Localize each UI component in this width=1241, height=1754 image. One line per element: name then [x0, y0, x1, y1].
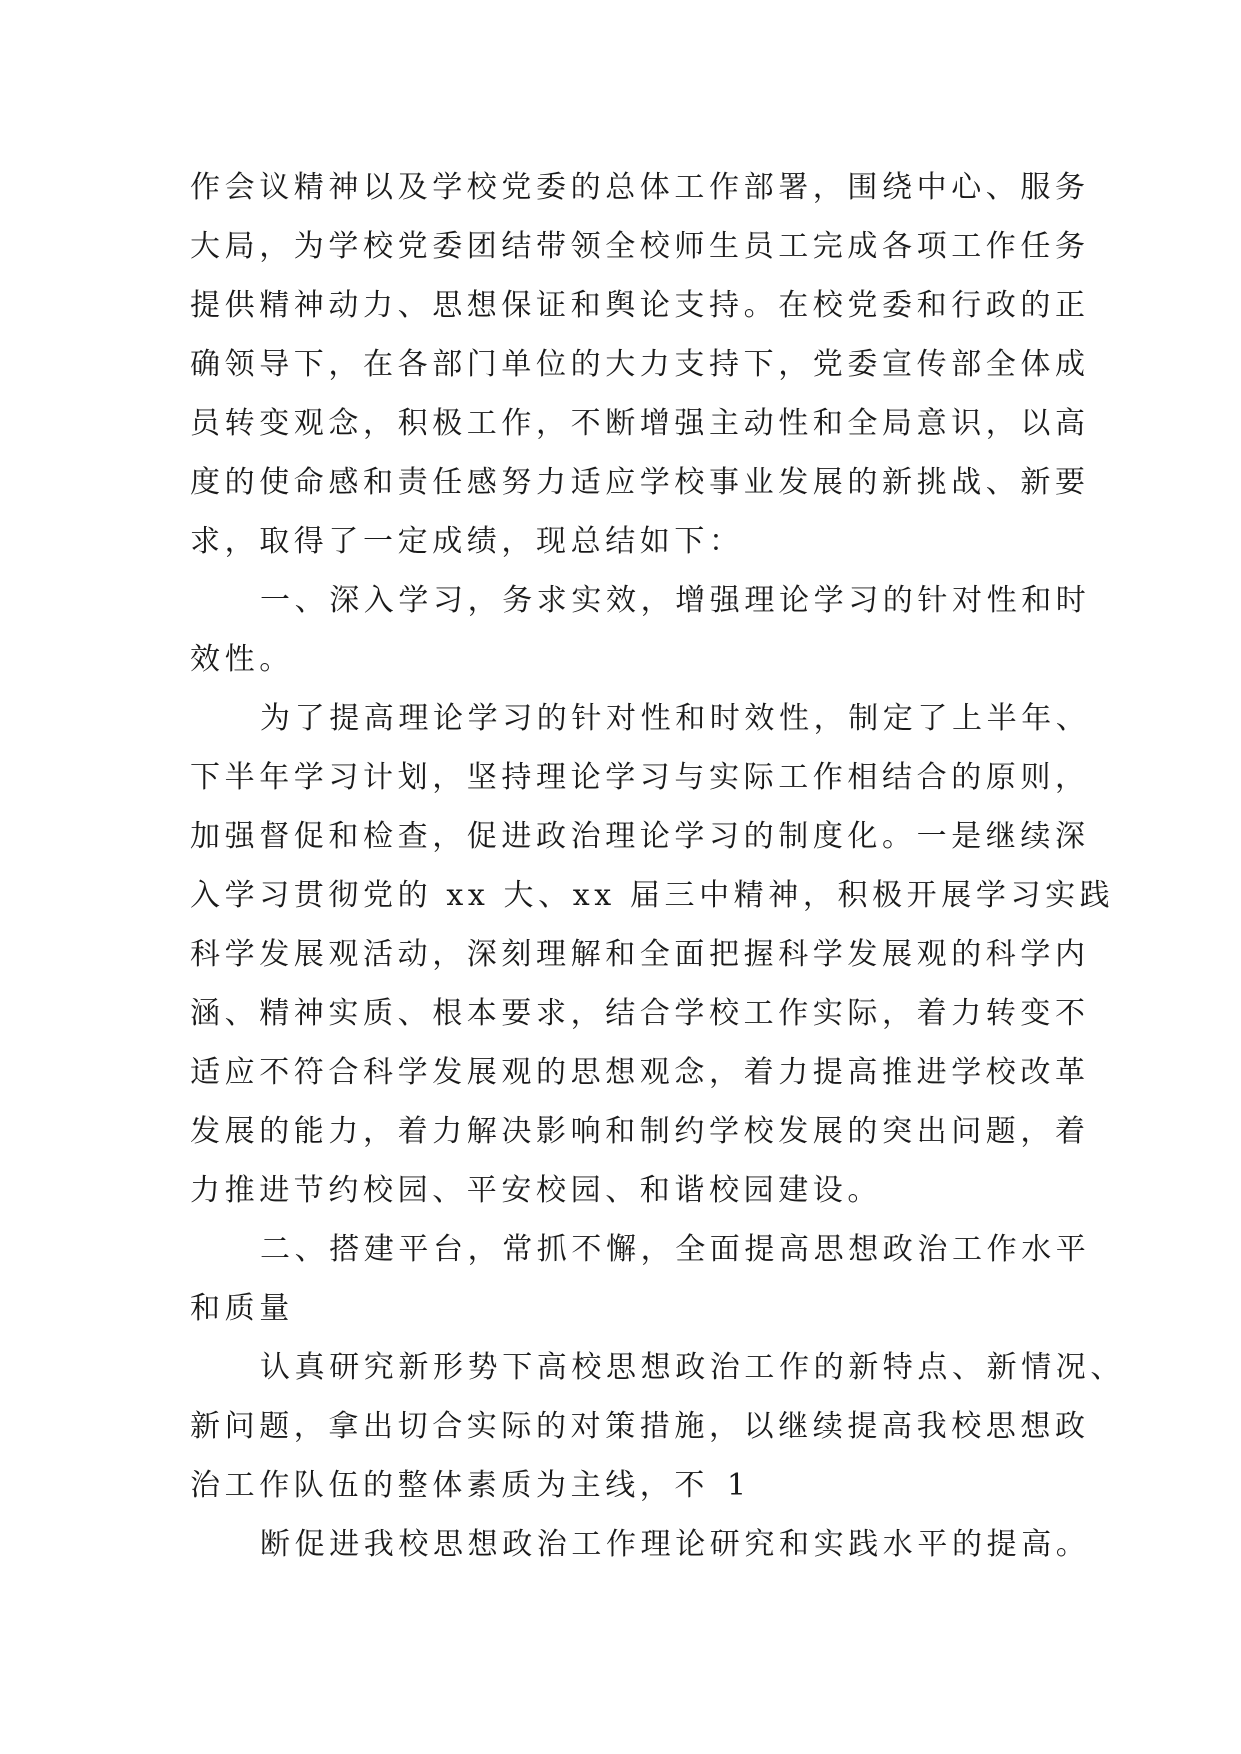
text-line: 科学发展观活动，深刻理解和全面把握科学发展观的科学内 [190, 937, 1090, 972]
text-line: 入学习贯彻党的 xx 大、xx 届三中精神，积极开展学习实践 [190, 878, 1115, 913]
section-heading-1-cont: 效性。 [190, 642, 294, 677]
section-heading-1: 一、深入学习，务求实效，增强理论学习的针对性和时 [260, 583, 1091, 618]
document-body [190, 158, 1125, 1574]
text-line: 加强督促和检查，促进政治理论学习的制度化。一是继续深 [190, 819, 1090, 854]
paragraph-start: 为了提高理论学习的针对性和时效性，制定了上半年、 [260, 701, 1091, 736]
text-line: 提供精神动力、思想保证和舆论支持。在校党委和行政的正 [190, 288, 1090, 323]
text-line: 确领导下，在各部门单位的大力支持下，党委宣传部全体成 [190, 347, 1090, 382]
text-line: 下半年学习计划，坚持理论学习与实际工作相结合的原则， [190, 760, 1090, 795]
paragraph-start: 断促进我校思想政治工作理论研究和实践水平的提高。 [260, 1527, 1091, 1562]
text-line: 涵、精神实质、根本要求，结合学校工作实际，着力转变不 [190, 996, 1090, 1031]
text-line-fragment: 治工作队伍的整体素质为主线，不 [190, 1468, 709, 1503]
paragraph-start: 认真研究新形势下高校思想政治工作的新特点、新情况、 [260, 1350, 1125, 1385]
text-line: 求，取得了一定成绩，现总结如下： [190, 524, 744, 559]
text-line-with-page-number [190, 1456, 1070, 1515]
text-line: 力推进节约校园、平安校园、和谐校园建设。 [190, 1173, 882, 1208]
text-line: 新问题，拿出切合实际的对策措施，以继续提高我校思想政 [190, 1409, 1090, 1444]
section-heading-2: 二、搭建平台，常抓不懈，全面提高思想政治工作水平 [260, 1232, 1091, 1267]
text-line: 大局，为学校党委团结带领全校师生员工完成各项工作任务 [190, 229, 1090, 264]
text-line: 员转变观念，积极工作，不断增强主动性和全局意识，以高 [190, 406, 1090, 441]
page-number: 1 [727, 1468, 747, 1503]
text-line: 度的使命感和责任感努力适应学校事业发展的新挑战、新要 [190, 465, 1090, 500]
section-heading-2-cont: 和质量 [190, 1291, 294, 1326]
text-line: 适应不符合科学发展观的思想观念，着力提高推进学校改革 [190, 1055, 1090, 1090]
text-line: 发展的能力，着力解决影响和制约学校发展的突出问题，着 [190, 1114, 1090, 1149]
text-line: 作会议精神以及学校党委的总体工作部署，围绕中心、服务 [190, 170, 1090, 205]
